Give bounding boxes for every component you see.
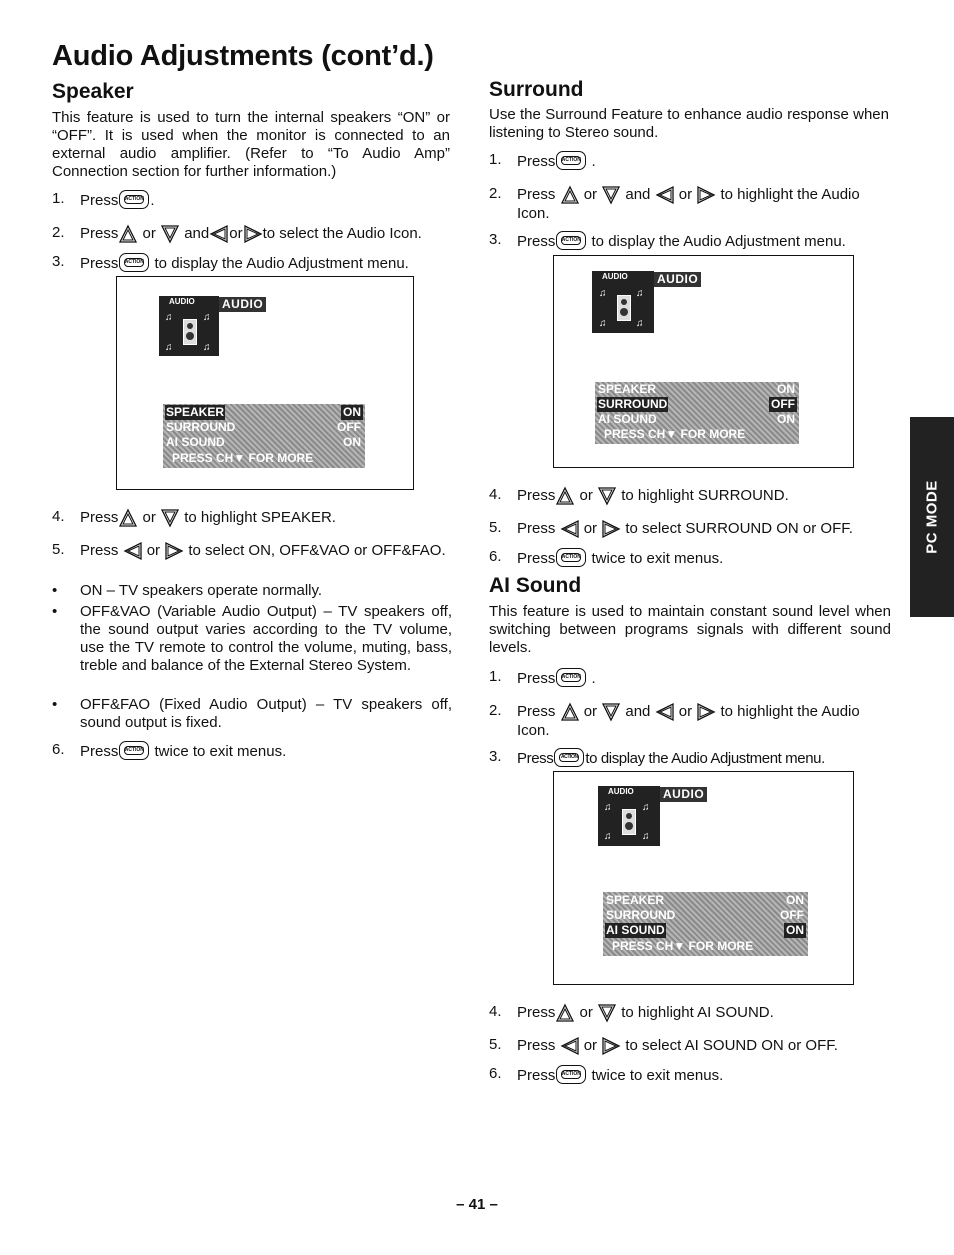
vol-right-icon [601, 1036, 621, 1056]
speaker-step-4: 4. Press or to highlight SPEAKER. [52, 508, 452, 530]
ch-up-icon [560, 702, 580, 722]
ch-down-icon [597, 486, 617, 506]
menu-row-surround: SURROUND OFF [606, 908, 804, 922]
speaker-step-5: 5. Press or to select ON, OFF&VAO or OFF&FAO. [52, 541, 452, 581]
osd-audio-tag: AUDIO [602, 272, 628, 281]
vol-right-icon [243, 224, 263, 244]
ch-down-icon [601, 702, 621, 722]
vol-left-icon [560, 519, 580, 539]
action-icon: ACTION [556, 668, 586, 687]
music-note-icon: ♫ [636, 288, 644, 299]
ch-up-icon [118, 224, 138, 244]
osd-audio-tag: AUDIO [608, 787, 634, 796]
page-title: Audio Adjustments (cont’d.) [52, 40, 434, 72]
speaker-bullet-fao: • OFF&FAO (Fixed Audio Output) – TV speakers off, sound output is fixed. [80, 696, 452, 732]
music-note-icon: ♫ [165, 342, 173, 353]
surround-heading: Surround [489, 78, 584, 101]
speaker-step-6: 6. Press ACTION twice to exit menus. [52, 741, 287, 760]
music-note-icon: ♫ [203, 342, 211, 353]
action-icon: ACTION [556, 231, 586, 250]
action-icon: ACTION [556, 1065, 586, 1084]
ch-up-icon [555, 486, 575, 506]
vol-left-icon [560, 1036, 580, 1056]
menu-row-speaker: SPEAKER ON [166, 405, 361, 419]
speaker-bullet-vao: • OFF&VAO (Variable Audio Output) – TV speakers off, the sound output varies according to the TV volume, use the TV remote to control the volume, muting, bass, treble and balance of the External Stereo System. [80, 603, 452, 675]
vol-left-icon [209, 224, 229, 244]
action-icon: ACTION [556, 548, 586, 567]
menu-press-line: PRESS CH▼ FOR MORE [604, 427, 746, 441]
ai-sound-step-3: 3. Press ACTION to display the Audio Adjustment menu. [489, 748, 825, 767]
surround-intro: Use the Surround Feature to enhance audio response when listening to Stereo sound. [489, 106, 889, 141]
vol-left-icon [655, 702, 675, 722]
menu-row-speaker: SPEAKER ON [598, 382, 795, 396]
vol-right-icon [164, 541, 184, 561]
speaker-graphic [617, 295, 631, 321]
vol-right-icon [696, 185, 716, 205]
menu-row-ai-sound: AI SOUND ON [598, 412, 795, 426]
pc-mode-side-tab: PC MODE [910, 417, 954, 617]
ai-sound-step-5: 5. Press or to select AI SOUND ON or OFF. [489, 1036, 889, 1058]
vol-right-icon [601, 519, 621, 539]
ch-up-icon [555, 1003, 575, 1023]
osd-screen-ai-sound [553, 771, 854, 985]
ch-down-icon [601, 185, 621, 205]
music-note-icon: ♫ [599, 318, 607, 329]
speaker-intro: This feature is used to turn the internal speakers “ON” or “OFF”. It is used when the monitor is connected to an external audio amplifier. (Refer to “To Audio Amp” Connection section for further information.) [52, 109, 450, 180]
ai-sound-heading: AI Sound [489, 574, 582, 597]
music-note-icon: ♫ [599, 288, 607, 299]
surround-step-5: 5. Press or to select SURROUND ON or OFF. [489, 519, 889, 541]
ch-down-icon [160, 224, 180, 244]
speaker-graphic [622, 809, 636, 835]
ai-sound-step-6: 6. Press ACTION twice to exit menus. [489, 1065, 724, 1084]
vol-right-icon [696, 702, 716, 722]
ai-sound-step-4: 4. Press or to highlight AI SOUND. [489, 1003, 889, 1025]
menu-row-ai-sound: AI SOUND ON [606, 923, 804, 937]
music-note-icon: ♫ [165, 312, 173, 323]
osd-screen-surround [553, 255, 854, 468]
osd-audio-title: AUDIO [654, 272, 701, 287]
music-note-icon: ♫ [642, 802, 650, 813]
speaker-bullet-on: • ON – TV speakers operate normally. [80, 582, 452, 600]
ch-down-icon [597, 1003, 617, 1023]
speaker-step-1: 1. Press ACTION . [52, 190, 155, 209]
action-icon: ACTION [119, 253, 149, 272]
ch-up-icon [118, 508, 138, 528]
music-note-icon: ♫ [203, 312, 211, 323]
surround-step-3: 3. Press ACTION to display the Audio Adjustment menu. [489, 231, 846, 250]
menu-press-line: PRESS CH▼ FOR MORE [612, 939, 754, 953]
music-note-icon: ♫ [604, 831, 612, 842]
menu-row-surround: SURROUND OFF [166, 420, 361, 434]
osd-menu [603, 892, 808, 956]
speaker-step-3: 3. Press ACTION to display the Audio Adjustment menu. [52, 253, 409, 272]
music-note-icon: ♫ [636, 318, 644, 329]
menu-row-surround: SURROUND OFF [598, 397, 795, 411]
music-note-icon: ♫ [604, 802, 612, 813]
osd-screen-speaker [116, 276, 414, 490]
surround-step-6: 6. Press ACTION twice to exit menus. [489, 548, 724, 567]
action-icon: ACTION [119, 741, 149, 760]
action-icon: ACTION [119, 190, 149, 209]
menu-row-speaker: SPEAKER ON [606, 893, 804, 907]
osd-menu [163, 404, 365, 468]
ai-sound-step-2: 2. Press or and or to highlight the Audio Icon. [489, 702, 860, 739]
page-number: – 41 – [456, 1196, 498, 1213]
osd-menu [595, 382, 799, 444]
action-icon: ACTION [554, 748, 584, 767]
ai-sound-intro: This feature is used to maintain constant sound level when switching between programs signals with different sound levels. [489, 603, 891, 656]
surround-step-1: 1. Press ACTION . [489, 151, 596, 170]
osd-audio-title: AUDIO [219, 297, 266, 312]
speaker-step-2: 2. Press or and or to select the Audio Icon. [52, 224, 462, 246]
speaker-heading: Speaker [52, 80, 134, 103]
ch-up-icon [560, 185, 580, 205]
ch-down-icon [160, 508, 180, 528]
action-icon: ACTION [556, 151, 586, 170]
ai-sound-step-1: 1. Press ACTION . [489, 668, 596, 687]
vol-left-icon [123, 541, 143, 561]
menu-row-ai-sound: AI SOUND ON [166, 435, 361, 449]
osd-audio-tag: AUDIO [169, 297, 195, 306]
surround-step-2: 2. Press or and or to highlight the Audio Icon. [489, 185, 860, 222]
speaker-graphic [183, 319, 197, 345]
surround-step-4: 4. Press or to highlight SURROUND. [489, 486, 889, 508]
menu-press-line: PRESS CH▼ FOR MORE [172, 451, 314, 465]
osd-audio-title: AUDIO [660, 787, 707, 802]
music-note-icon: ♫ [642, 831, 650, 842]
vol-left-icon [655, 185, 675, 205]
